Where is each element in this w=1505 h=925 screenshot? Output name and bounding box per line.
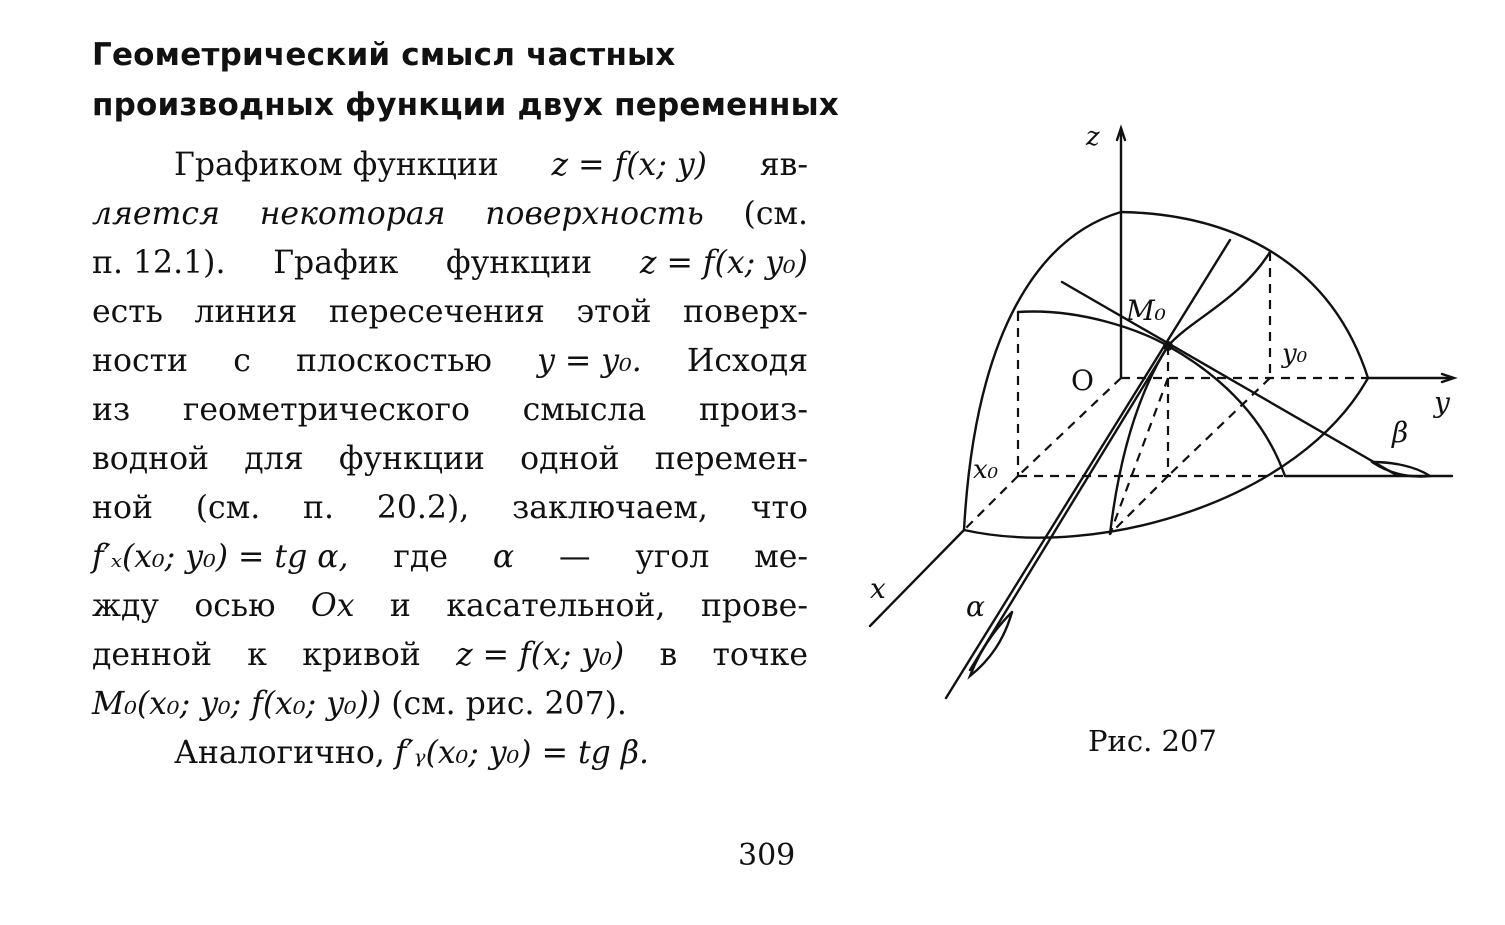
label-m0: M₀ [1126, 294, 1166, 327]
label-origin: O [1071, 364, 1094, 397]
beta-angle-mark [1372, 462, 1430, 476]
label-y0: y₀ [1282, 339, 1308, 369]
point-m0 [1163, 341, 1173, 351]
section-heading [92, 30, 912, 130]
heading-line-1: Геометрический смысл частных [92, 37, 676, 73]
text-line-13: Аналогично, f′ᵧ(x₀; y₀) = tg β. [174, 735, 650, 771]
text-line-6: из геометрического смысла произ- [92, 392, 808, 428]
surface-boundary-xy [964, 378, 1368, 538]
text-line-3: п. 12.1). График функции z = f(x; y₀) [92, 245, 808, 281]
text-line-7: водной для функции одной перемен- [92, 441, 808, 477]
tangent-guide-x0 [970, 346, 1168, 670]
dashed-diag-m0 [1110, 378, 1168, 534]
heading-line-2: производных функции двух переменных [92, 87, 840, 123]
text-line-2: ляется некоторая поверхность (см. [92, 196, 808, 232]
text-line-5: ности с плоскостью y = y₀. Исходя [92, 343, 808, 379]
text-line-10: жду осью Ox и касательной, прове- [92, 588, 808, 624]
figure-207 [855, 118, 1475, 723]
label-x0: x₀ [973, 455, 999, 485]
figure-caption: Рис. 207 [1088, 724, 1217, 758]
label-y: y [1434, 386, 1450, 419]
text-line-1: Графиком функции z = f(x; y) яв- [174, 147, 808, 183]
text-line-4: есть линия пересечения этой поверх- [92, 294, 808, 330]
label-alpha: α [966, 590, 985, 623]
text-line-12: M₀(x₀; y₀; f(x₀; y₀)) (см. рис. 207). [92, 686, 627, 722]
dashed-diag-origin-x0 [1018, 378, 1121, 476]
page-number: 309 [738, 838, 796, 873]
text-line-8: ной (см. п. 20.2), заключаем, что [92, 490, 808, 526]
label-x: x [870, 572, 886, 605]
dashed-diag-y0 [1168, 378, 1270, 476]
surface-diagram [855, 118, 1475, 718]
label-beta: β [1392, 416, 1409, 449]
section-curve-x0 [1018, 312, 1285, 476]
text-line-9: f′ₓ(x₀; y₀) = tg α, где α — угол ме- [92, 539, 808, 575]
body-paragraph [92, 141, 808, 778]
text-line-11: денной к кривой z = f(x; y₀) в точке [92, 637, 808, 673]
label-z: z [1086, 122, 1100, 152]
